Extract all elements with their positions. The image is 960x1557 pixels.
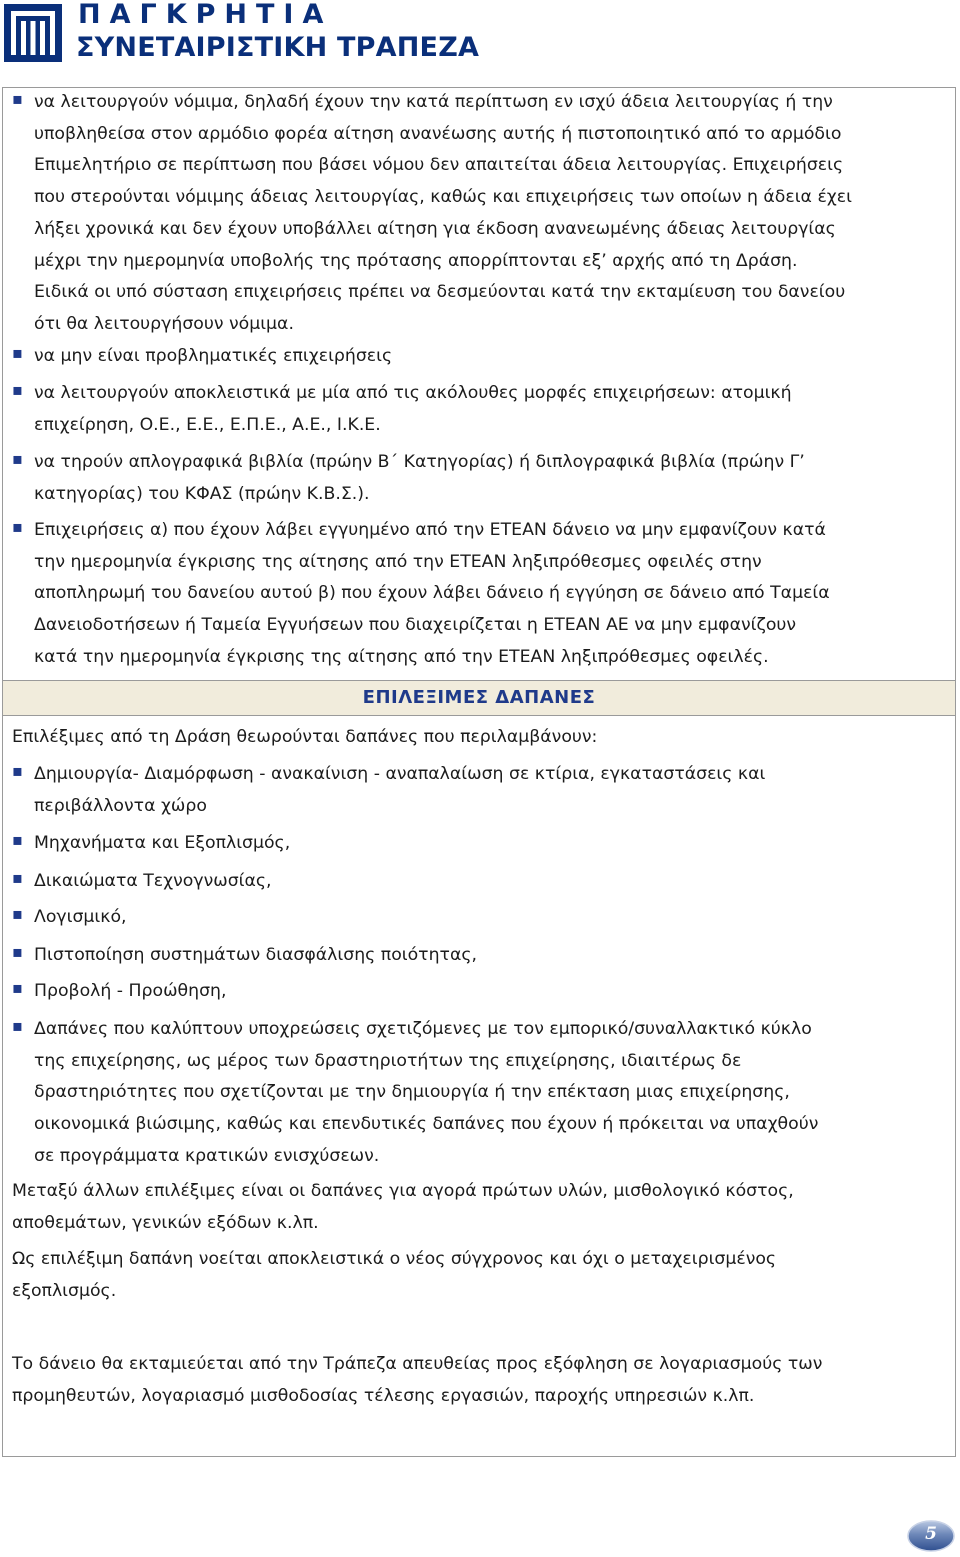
bullet-icon bbox=[12, 1016, 23, 1035]
page-number: 5 bbox=[925, 1524, 937, 1544]
brand-name-line1: ΠΑΓΚΡΗΤΙΑ bbox=[78, 0, 333, 30]
list-item: να λειτουργούν αποκλειστικά με μία από τις ακόλουθες μορφές επιχειρήσεων: ατομική επιχείρηση, Ο.Ε., Ε.Ε., Ε.Π.Ε., Α.Ε., Ι.Κ.Ε. bbox=[34, 383, 792, 435]
list-item: Λογισμικό, bbox=[34, 907, 127, 927]
bullet-icon bbox=[12, 942, 23, 961]
list-item: Προβολή - Προώθηση, bbox=[34, 981, 227, 1001]
brand-name-line2: ΣΥΝΕΤΑΙΡΙΣΤΙΚΗ ΤΡΑΠΕΖΑ bbox=[76, 32, 480, 63]
page-number-badge bbox=[906, 1519, 956, 1553]
bullet-icon bbox=[12, 868, 23, 887]
bullet-icon bbox=[12, 761, 23, 780]
list-item: να λειτουργούν νόμιμα, δηλαδή έχουν την κατά περίπτωση εν ισχύ άδεια λειτουργίας ή την υποβληθείσα στον αρμόδιο φορέα αίτηση ανανέωσης αυτής ή πιστοποιητικό από το αρμόδιο Επιμελητήριο σε περίπτωση που βάσει νόμου δεν απαιτείται άδεια λειτουργίας. Επιχειρήσεις που στερούνται νόμιμης άδειας λειτουργίας, καθώς και επιχειρήσεις των οποίων η άδεια έχει λήξει χρονικά και δεν έχουν υποβάλλει αίτηση για έκδοση ανανεωμένης άδειας λειτουργίας μέχρι την ημερομηνία υποβολής της πρότασης απορρίπτονται εξ’ αρχής από τη Δράση. Ειδικά οι υπό σύσταση επιχειρήσεις πρέπει να δεσμεύονται κατά την εκταμίευση του δανείου ότι θα λειτουργήσουν νόμιμα. bbox=[34, 92, 852, 334]
bullet-icon bbox=[12, 380, 23, 399]
bullet-icon bbox=[12, 830, 23, 849]
list-item: Επιχειρήσεις α) που έχουν λάβει εγγυημένο από την ΕΤΕΑΝ δάνειο να μην εμφανίζουν κατά την ημερομηνία έγκρισης της αίτησης από την ΕΤΕΑΝ ληξιπρόθεσμες οφειλές στην αποπληρωμή του δανείου αυτού β) που έχουν λάβει δάνειο ή εγγύηση σε δάνειο από Ταμεία Δανειοδοτήσεων ή Ταμεία Εγγυήσεων που διαχειρίζεται η ΕΤΕΑΝ ΑΕ να μην εμφανίζουν κατά την ημερομηνία έγκρισης της αίτησης από την ΕΤΕΑΝ ληξιπρόθεσμες οφειλές. bbox=[34, 520, 830, 667]
section-intro: Επιλέξιμες από τη Δράση θεωρούνται δαπάνες που περιλαμβάνουν: bbox=[12, 727, 598, 747]
paragraph-disbursement: Το δάνειο θα εκταμιεύεται από την Τράπεζα απευθείας προς εξόφληση σε λογαριασμούς των προμηθευτών, λογαριασμό μισθοδοσίας τέλεσης εργασιών, παροχής υπηρεσιών κ.λπ. bbox=[12, 1354, 823, 1406]
bullet-icon bbox=[12, 978, 23, 997]
list-item: να τηρούν απλογραφικά βιβλία (πρώην Β΄ Κατηγορίας) ή διπλογραφικά βιβλία (πρώην Γ’ κατηγορίας) του ΚΦΑΣ (πρώην Κ.Β.Σ.). bbox=[34, 452, 805, 504]
list-item: Δαπάνες που καλύπτουν υποχρεώσεις σχετιζόμενες με τον εμπορικό/συναλλακτικό κύκλο της επιχείρησης, ως μέρος των δραστηριοτήτων της επιχείρησης, ιδιαιτέρως δε δραστηριότητες που σχετίζονται με την δημιουργία ή την επέκταση μιας επιχείρησης, οικονομικά βιώσιμης, καθώς και επενδυτικές δαπάνες που έχουν ή πρόκειται να υπαχθούν σε προγράμματα κρατικών ενισχύσεων. bbox=[34, 1019, 819, 1166]
list-item: Δημιουργία- Διαμόρφωση - ανακαίνιση - αναπαλαίωση σε κτίρια, εγκαταστάσεις και περιβάλλοντα χώρο bbox=[34, 764, 766, 816]
list-item: Μηχανήματα και Εξοπλισμός, bbox=[34, 833, 291, 853]
header bbox=[0, 0, 960, 72]
bullet-icon bbox=[12, 343, 23, 362]
bank-logo-icon bbox=[4, 4, 62, 62]
paragraph-other-expenses: Μεταξύ άλλων επιλέξιμες είναι οι δαπάνες για αγορά πρώτων υλών, μισθολογικό κόστος, αποθεμάτων, γενικών εξόδων κ.λπ. bbox=[12, 1181, 794, 1233]
section-title: ΕΠΙΛΕΞΙΜΕΣ ΔΑΠΑΝΕΣ bbox=[362, 687, 596, 708]
section-header bbox=[3, 680, 955, 716]
list-item: να μην είναι προβληματικές επιχειρήσεις bbox=[34, 346, 393, 366]
list-item: Δικαιώματα Τεχνογνωσίας, bbox=[34, 871, 272, 891]
bullet-icon bbox=[12, 449, 23, 468]
bullet-icon bbox=[12, 517, 23, 536]
paragraph-new-equipment: Ως επιλέξιμη δαπάνη νοείται αποκλειστικά ο νέος σύγχρονος και όχι ο μεταχειρισμένος εξοπλισμός. bbox=[12, 1249, 777, 1301]
list-item: Πιστοποίηση συστημάτων διασφάλισης ποιότητας, bbox=[34, 945, 477, 965]
bullet-icon bbox=[12, 89, 23, 108]
bullet-icon bbox=[12, 904, 23, 923]
